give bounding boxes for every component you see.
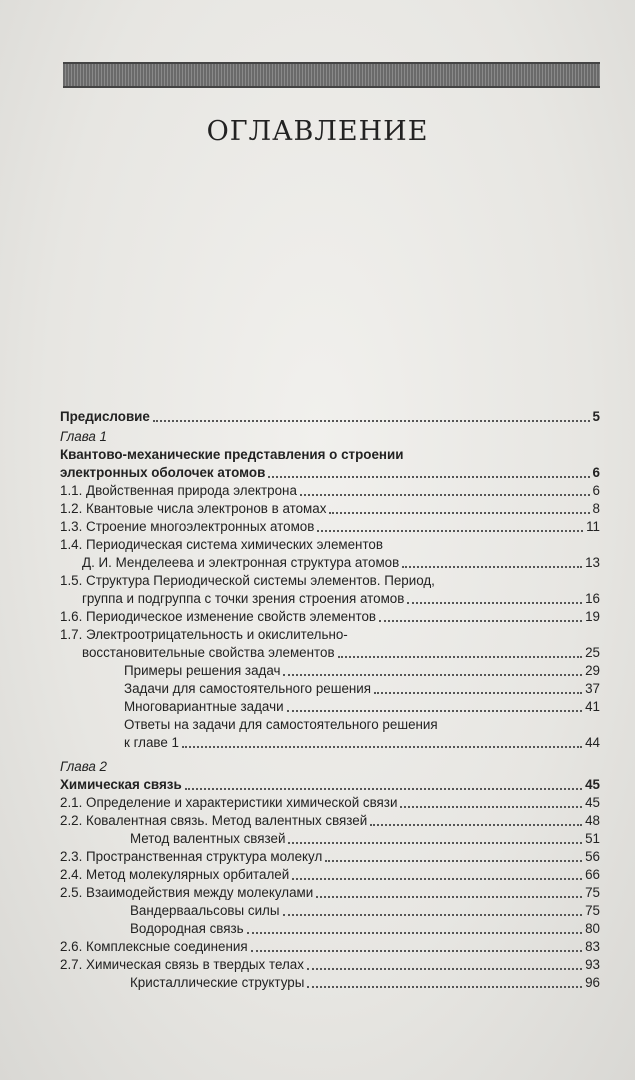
toc-entry-1-4[interactable]: Д. И. Менделеева и электронная структура атомов 13 (82, 555, 600, 570)
toc-entry-2-4[interactable]: 2.4. Метод молекулярных орбиталей 66 (60, 867, 600, 882)
toc-entry-2-6[interactable]: 2.6. Комплексные соединения 83 (60, 939, 600, 954)
toc-entry-1-2[interactable]: 1.2. Квантовые числа электронов в атомах 8 (60, 501, 600, 516)
toc-entry-multivariant[interactable]: Многовариантные задачи 41 (124, 699, 600, 714)
toc-entry-chapter-2[interactable]: Химическая связь 45 (60, 777, 600, 792)
toc-entry-1-7-line1: 1.7. Электроотрицательность и окислительно- (60, 627, 348, 642)
toc-entry-1-4-line1: 1.4. Периодическая система химических элементов (60, 537, 383, 552)
toc-entry-chapter-1[interactable]: электронных оболочек атомов 6 (60, 465, 600, 480)
toc-entry-answers[interactable]: к главе 1 44 (124, 735, 600, 750)
page-title: ОГЛАВЛЕНИЕ (206, 116, 429, 147)
chapter-2-label: Глава 2 (60, 759, 108, 774)
toc-entry-1-6[interactable]: 1.6. Периодическое изменение свойств элементов 19 (60, 609, 600, 624)
toc-entry-van-der-waals[interactable]: Вандерваальсовы силы 75 (130, 903, 600, 918)
toc-entry-self-study[interactable]: Задачи для самостоятельного решения 37 (124, 681, 600, 696)
toc-entry-crystal-structures[interactable]: Кристаллические структуры 96 (130, 975, 600, 990)
toc-entry-2-7[interactable]: 2.7. Химическая связь в твердых телах 93 (60, 957, 600, 972)
toc-entry-preface[interactable]: Предисловие 5 (60, 409, 600, 424)
header-rule (63, 62, 600, 88)
toc-entry-2-3[interactable]: 2.3. Пространственная структура молекул 56 (60, 849, 600, 864)
toc-entry-examples[interactable]: Примеры решения задач 29 (124, 663, 600, 678)
toc-entry-2-1[interactable]: 2.1. Определение и характеристики химической связи 45 (60, 795, 600, 810)
toc-entry-valence-bond-method[interactable]: Метод валентных связей 51 (130, 831, 600, 846)
table-of-contents (60, 408, 600, 992)
chapter-1-title-line1: Квантово-механические представления о строении (60, 447, 404, 462)
toc-entry-hydrogen-bond[interactable]: Водородная связь 80 (130, 921, 600, 936)
toc-entry-1-1[interactable]: 1.1. Двойственная природа электрона 6 (60, 483, 600, 498)
toc-entry-2-2[interactable]: 2.2. Ковалентная связь. Метод валентных связей 48 (60, 813, 600, 828)
toc-entry-2-5[interactable]: 2.5. Взаимодействия между молекулами 75 (60, 885, 600, 900)
toc-entry-1-3[interactable]: 1.3. Строение многоэлектронных атомов 11 (60, 519, 600, 534)
toc-entry-1-7[interactable]: восстановительные свойства элементов 25 (82, 645, 600, 660)
toc-entry-1-5[interactable]: группа и подгруппа с точки зрения строения атомов 16 (82, 591, 600, 606)
toc-entry-1-5-line1: 1.5. Структура Периодической системы элементов. Период, (60, 573, 435, 588)
chapter-1-label: Глава 1 (60, 429, 108, 444)
toc-entry-answers-line1: Ответы на задачи для самостоятельного решения (124, 717, 438, 732)
